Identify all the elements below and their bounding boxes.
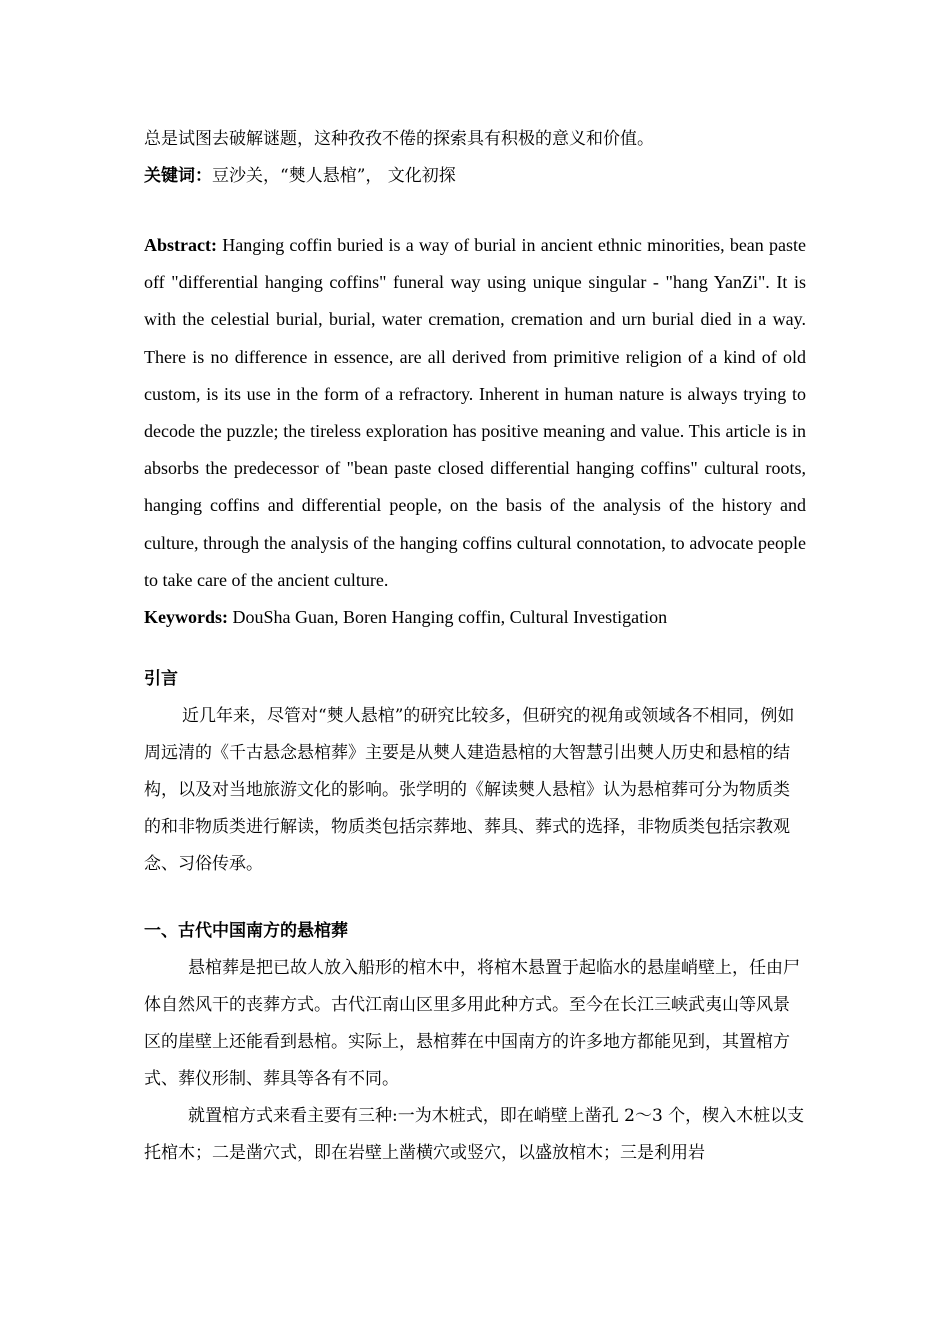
spacer [144,195,806,227]
abstract-en [144,227,806,599]
keywords-en-label: Keywords: [144,607,228,628]
abstract-en-label: Abstract: [144,235,217,255]
intro-paragraph: 近几年来，尽管对“僰人悬棺”的研究比较多，但研究的视角或领域各不相同，例如周远清的《千古悬念悬棺葬》主要是从僰人建造悬棺的大智慧引出僰人历史和悬棺的结构，以及对当地旅游文化的影响。张学明的《解读僰人悬棺》认为悬棺葬可分为物质类的和非物质类进行解读，物质类包括宗葬地、葬具、葬式的选择，非物质类包括宗教观念、习俗传承。 [144,706,795,875]
section1-paragraph-1: 悬棺葬是把已故人放入船形的棺木中，将棺木悬置于起临水的悬崖峭壁上，任由尸体自然风干的丧葬方式。古代江南山区里多用此种方式。至今在长江三峡武夷山等风景区的崖壁上还能看到悬棺。实际上，悬棺葬在中国南方的许多地方都能见到，其置棺方式、葬仪形制、葬具等各有不同。 [144,958,800,1090]
section1-heading: 一、古代中国南方的悬棺葬 [144,921,348,942]
keywords-en-text: DouSha Guan, Boren Hanging coffin, Cultural Investigation [228,607,668,628]
intro-heading: 引言 [144,669,178,690]
keywords-cn-text: 豆沙关，“僰人悬棺”， 文化初探 [212,166,456,186]
abstract-cn-tail: 总是试图去破解谜题，这种孜孜不倦的探索具有积极的意义和价值。 [144,129,654,149]
page-content [144,121,806,1172]
spacer [144,636,806,661]
spacer [144,883,806,913]
keywords-en [144,599,806,636]
keywords-cn [144,158,806,195]
section1-paragraph-2: 就置棺方式来看主要有三种:一为木桩式，即在峭壁上凿孔 2～3 个，楔入木桩以支托棺木；二是凿穴式，即在岩壁上凿横穴或竖穴，以盛放棺木；三是利用岩 [144,1106,805,1164]
abstract-en-text: Hanging coffin buried is a way of burial in ancient ethnic minorities, bean paste off "differential hanging coffins" funeral way using unique singular - "hang YanZi". It is with the celestial burial, burial, water cremation, cremation and urn burial died in a way. There is no difference in essence, are all derived from primitive religion of a kind of old custom, is its use in the form of a refractory. Inherent in human nature is always trying to decode the puzzle; the tireless exploration has positive meaning and value. This article is in absorbs the predecessor of "bean paste closed differential hanging coffins" cultural roots, hanging coffins and differential people, on the basis of the analysis of the history and culture, through the analysis of the hanging coffins cultural connotation, to advocate people to take care of the ancient culture. [144,235,806,590]
keywords-cn-label: 关键词： [144,166,212,186]
